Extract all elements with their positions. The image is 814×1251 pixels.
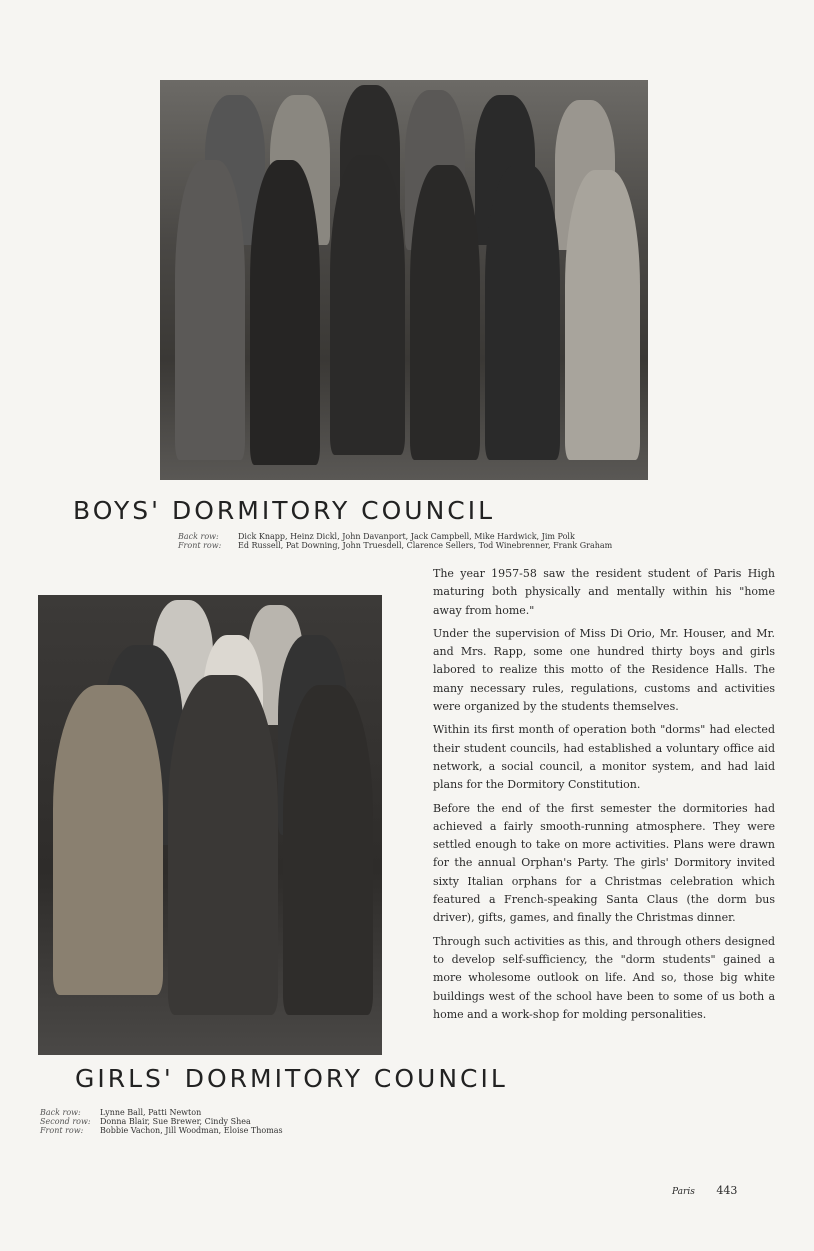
row-names: Lynne Ball, Patti Newton <box>100 1108 202 1117</box>
row-label: Second row: <box>40 1117 91 1126</box>
row-label: Front row: <box>178 541 222 550</box>
caption-row <box>178 541 612 550</box>
person-figure <box>410 165 480 460</box>
person-figure <box>175 160 245 460</box>
girls-council-photo <box>38 595 382 1055</box>
boys-council-photo <box>160 80 648 480</box>
person-figure <box>330 155 405 455</box>
row-names: Ed Russell, Pat Downing, John Truesdell, Clarence Sellers, Tod Winebrenner, Frank Graham <box>238 541 613 550</box>
paragraph: Within its first month of operation both "dorms" had elected their student councils, had established a voluntary office aid network, a social council, a monitor system, and had laid plans for the Dormitory Constitution. <box>433 723 775 792</box>
row-names: Donna Blair, Sue Brewer, Cindy Shea <box>100 1117 251 1126</box>
row-names: Dick Knapp, Heinz Dickl, John Davanport, Jack Campbell, Mike Hardwick, Jim Polk <box>238 532 575 541</box>
row-label: Front row: <box>40 1126 84 1135</box>
girls-caption <box>40 1108 283 1135</box>
page-number: 443 <box>716 1184 738 1197</box>
caption-row <box>40 1117 283 1126</box>
row-names: Bobbie Vachon, Jill Woodman, Eloise Thomas <box>100 1126 283 1135</box>
page-footer <box>672 1184 737 1197</box>
person-figure <box>485 165 560 460</box>
paragraph: The year 1957-58 saw the resident student of Paris High maturing both physically and mentally within his "home away from home." <box>433 567 775 617</box>
paragraph: Under the supervision of Miss Di Orio, Mr. Houser, and Mr. and Mrs. Rapp, some one hundred thirty boys and girls labored to realize this motto of the Residence Halls. The many necessary rules, regulations, customs and activities were organized by the students themselves. <box>433 626 775 714</box>
caption-row <box>40 1108 283 1117</box>
row-label: Back row: <box>178 532 219 541</box>
boys-caption <box>178 532 612 550</box>
paragraph: Before the end of the first semester the dormitories had achieved a fairly smooth-running atmosphere. They were settled enough to take on more activities. Plans were drawn for the annual Orphan's Party. The girls' Dormitory invited sixty Italian orphans for a Christmas celebration which featured a French-speaking Santa Claus (the dorm bus driver), gifts, games, and finally the Christmas dinner. <box>433 801 775 925</box>
girls-council-title: GIRLS' DORMITORY COUNCIL <box>75 1064 508 1093</box>
person-figure <box>53 685 163 995</box>
person-figure <box>283 685 373 1015</box>
paragraph: Through such activities as this, and through others designed to develop self-sufficiency, the "dorm students" gained a more wholesome outlook on life. And so, those big white buildings west of the school have been to some of us both a home and a work-shop for molding personalities. <box>433 934 775 1021</box>
person-figure <box>250 160 320 465</box>
boys-council-title: BOYS' DORMITORY COUNCIL <box>73 496 496 525</box>
caption-row <box>40 1126 283 1135</box>
section-name: Paris <box>672 1187 695 1197</box>
caption-row <box>178 532 612 541</box>
article-body <box>433 565 775 1029</box>
person-figure <box>168 675 278 1015</box>
row-label: Back row: <box>40 1108 81 1117</box>
person-figure <box>565 170 640 460</box>
